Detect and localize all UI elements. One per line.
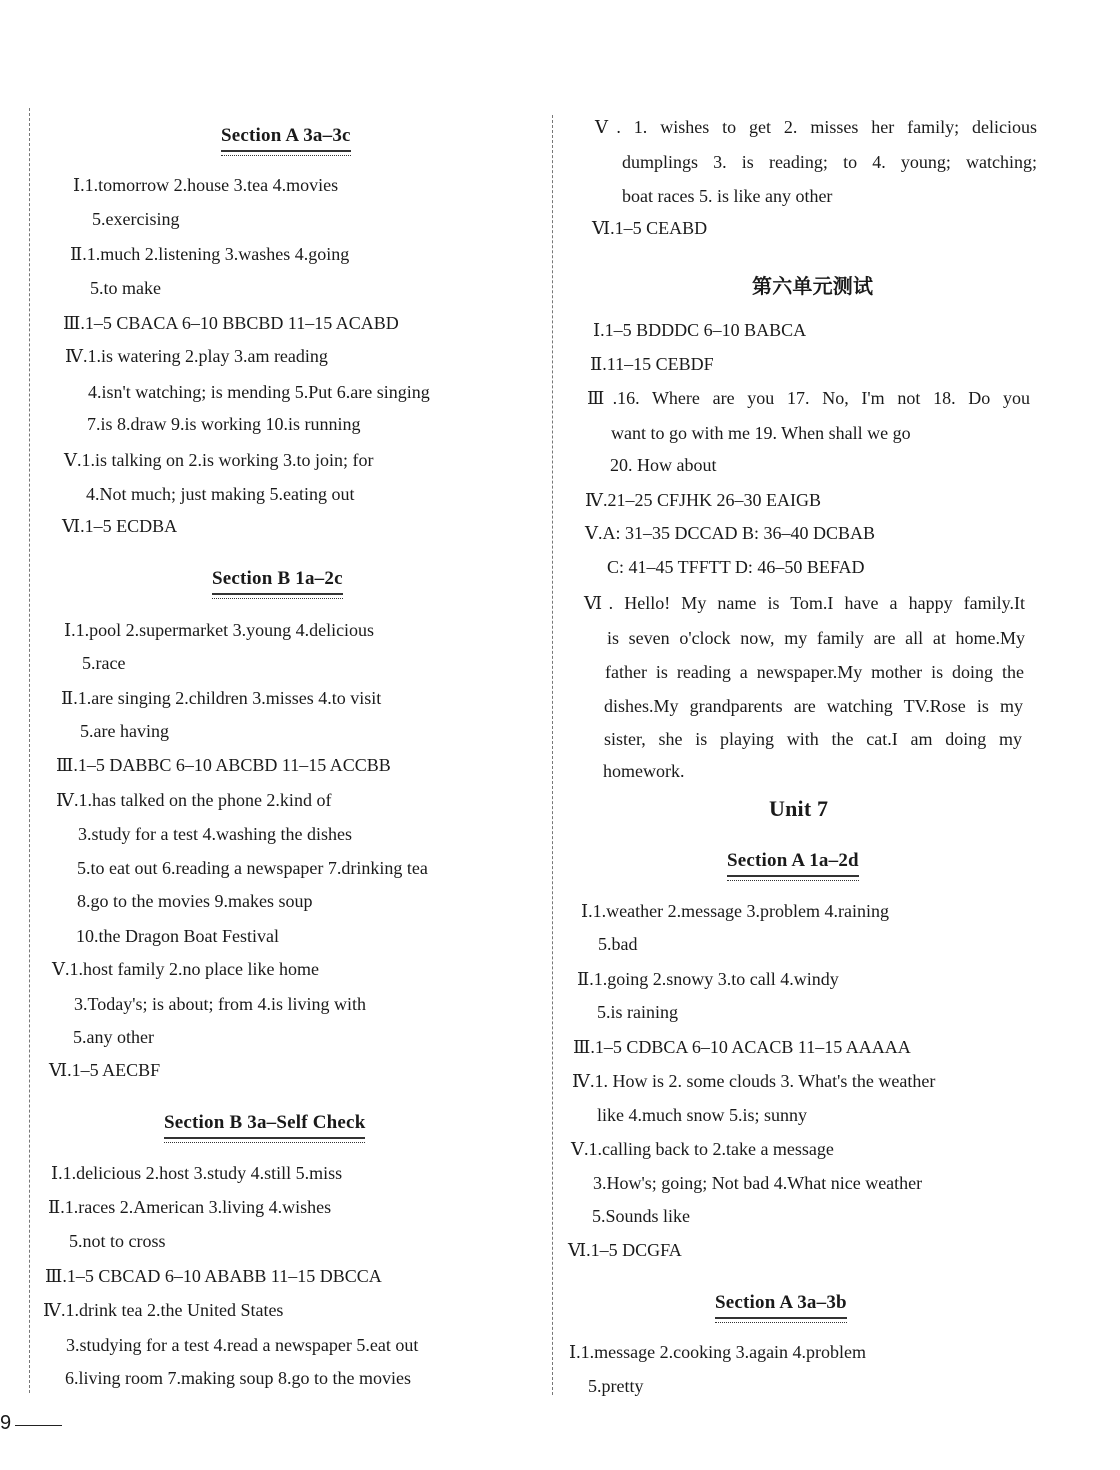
unit-test-heading: 第六单元测试 bbox=[752, 274, 874, 298]
answer-line: Ⅴ.1.is talking on 2.is working 3.to join; for bbox=[64, 450, 374, 470]
answer-line: Ⅵ.1–5 DCGFA bbox=[568, 1240, 682, 1260]
answer-line: dishes.My grandparents are watching TV.Rose is my bbox=[604, 696, 1023, 716]
answer-line: homework. bbox=[603, 761, 685, 781]
page-number: 9 bbox=[0, 1412, 12, 1434]
answer-line: Ⅵ.1–5 AECBF bbox=[49, 1060, 161, 1080]
answer-line: Ⅱ.1.going 2.snowy 3.to call 4.windy bbox=[577, 969, 839, 989]
answer-line: Ⅴ.1.calling back to 2.take a message bbox=[571, 1139, 834, 1159]
right-column bbox=[565, 0, 1085, 1470]
answer-line: 20. How about bbox=[610, 455, 717, 475]
answer-line: Ⅲ.1–5 CBCAD 6–10 ABABB 11–15 DBCCA bbox=[45, 1266, 382, 1286]
left-margin-divider bbox=[29, 108, 30, 1393]
section-heading: Section A 1a–2d bbox=[727, 850, 859, 877]
answer-line: Ⅲ.16. Where are you 17. No, I'm not 18. Do you bbox=[587, 388, 1030, 408]
section-heading: Section B 1a–2c bbox=[212, 568, 343, 595]
answer-line: 5.bad bbox=[598, 934, 638, 954]
section-heading: Section B 3a–Self Check bbox=[164, 1112, 365, 1139]
answer-line: 5.to make bbox=[90, 278, 161, 298]
answer-line: Ⅰ.1.delicious 2.host 3.study 4.still 5.miss bbox=[51, 1163, 343, 1183]
answer-line: 5.to eat out 6.reading a newspaper 7.drinking tea bbox=[77, 858, 428, 878]
left-column bbox=[40, 0, 550, 1470]
answer-line: 3.studying for a test 4.read a newspaper 5.eat out bbox=[66, 1335, 419, 1355]
answer-line: 5.are having bbox=[80, 721, 169, 741]
page-number-rule bbox=[15, 1425, 62, 1426]
answer-line: Ⅵ.1–5 CEABD bbox=[592, 218, 708, 238]
answer-line: boat races 5. is like any other bbox=[622, 186, 833, 206]
answer-line: father is reading a newspaper.My mother is doing the bbox=[605, 662, 1024, 682]
answer-line: 5.any other bbox=[73, 1027, 154, 1047]
answer-line: 3.study for a test 4.washing the dishes bbox=[78, 824, 352, 844]
answer-line: 5.race bbox=[82, 653, 126, 673]
answer-line: Ⅰ.1–5 BDDDC 6–10 BABCA bbox=[593, 320, 807, 340]
answer-line: 4.isn't watching; is mending 5.Put 6.are singing bbox=[88, 382, 430, 402]
answer-line: Ⅲ.1–5 DABBC 6–10 ABCBD 11–15 ACCBB bbox=[56, 755, 391, 775]
answer-line: 5.exercising bbox=[92, 209, 180, 229]
answer-line: want to go with me 19. When shall we go bbox=[611, 423, 911, 443]
answer-line: 4.Not much; just making 5.eating out bbox=[86, 484, 355, 504]
answer-line: Ⅳ.21–25 CFJHK 26–30 EAIGB bbox=[585, 490, 821, 510]
answer-line: 10.the Dragon Boat Festival bbox=[76, 926, 279, 946]
answer-line: dumplings 3. is reading; to 4. young; watching; bbox=[622, 152, 1037, 172]
answer-line: 5.is raining bbox=[597, 1002, 678, 1022]
answer-line: Ⅳ.1.is watering 2.play 3.am reading bbox=[65, 346, 328, 366]
column-divider bbox=[552, 115, 553, 1395]
answer-line: Ⅴ.A: 31–35 DCCAD B: 36–40 DCBAB bbox=[585, 523, 876, 543]
answer-line: 3.Today's; is about; from 4.is living with bbox=[74, 994, 366, 1014]
answer-line: 5.Sounds like bbox=[592, 1206, 691, 1226]
answer-line: Ⅴ.1.host family 2.no place like home bbox=[52, 959, 319, 979]
answer-line: sister, she is playing with the cat.I am doing my bbox=[604, 729, 1022, 749]
answer-line: C: 41–45 TFFTT D: 46–50 BEFAD bbox=[607, 557, 865, 577]
answer-line: Ⅳ.1.drink tea 2.the United States bbox=[43, 1300, 284, 1320]
section-heading: Section A 3a–3b bbox=[715, 1292, 847, 1319]
section-heading: Section A 3a–3c bbox=[221, 125, 351, 152]
answer-line: 6.living room 7.making soup 8.go to the movies bbox=[65, 1368, 411, 1388]
answer-line: like 4.much snow 5.is; sunny bbox=[597, 1105, 807, 1125]
answer-line: Ⅱ.11–15 CEBDF bbox=[590, 354, 714, 374]
answer-line: Ⅲ.1–5 CDBCA 6–10 ACACB 11–15 AAAAA bbox=[573, 1037, 911, 1057]
answer-line: Ⅴ. 1. wishes to get 2. misses her family; delicious bbox=[595, 117, 1037, 137]
answer-line: Ⅳ.1.has talked on the phone 2.kind of bbox=[56, 790, 332, 810]
answer-line: Ⅰ.1.message 2.cooking 3.again 4.problem bbox=[569, 1342, 867, 1362]
answer-line: Ⅰ.1.pool 2.supermarket 3.young 4.delicious bbox=[64, 620, 375, 640]
answer-line: 3.How's; going; Not bad 4.What nice weather bbox=[593, 1173, 923, 1193]
answer-line: 8.go to the movies 9.makes soup bbox=[77, 891, 313, 911]
answer-line: Ⅳ.1. How is 2. some clouds 3. What's the weather bbox=[572, 1071, 936, 1091]
answer-line: Ⅱ.1.races 2.American 3.living 4.wishes bbox=[48, 1197, 332, 1217]
answer-line: 5.not to cross bbox=[69, 1231, 166, 1251]
answer-line: is seven o'clock now, my family are all at home.My bbox=[607, 628, 1025, 648]
answer-line: Ⅲ.1–5 CBACA 6–10 BBCBD 11–15 ACABD bbox=[63, 313, 399, 333]
answer-line: Ⅵ. Hello! My name is Tom.I have a happy family.It bbox=[584, 593, 1025, 613]
answer-line: Ⅵ.1–5 ECDBA bbox=[62, 516, 178, 536]
answer-line: Ⅱ.1.are singing 2.children 3.misses 4.to visit bbox=[61, 688, 382, 708]
answer-line: 5.pretty bbox=[588, 1376, 644, 1396]
answer-line: 7.is 8.draw 9.is working 10.is running bbox=[87, 414, 361, 434]
unit-heading: Unit 7 bbox=[769, 796, 829, 821]
answer-line: Ⅱ.1.much 2.listening 3.washes 4.going bbox=[70, 244, 350, 264]
answer-line: Ⅰ.1.weather 2.message 3.problem 4.raining bbox=[581, 901, 890, 921]
answer-line: Ⅰ.1.tomorrow 2.house 3.tea 4.movies bbox=[73, 175, 339, 195]
